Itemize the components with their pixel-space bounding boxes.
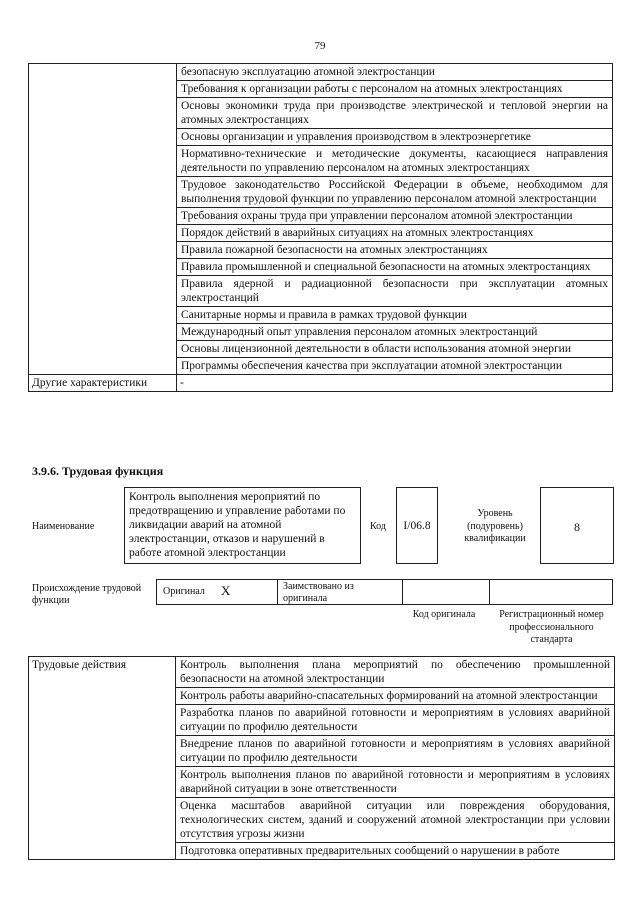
knowledge-item: Правила пожарной безопасности на атомных электростанциях bbox=[177, 242, 613, 259]
original-label: Оригинал bbox=[163, 586, 205, 597]
knowledge-table bbox=[28, 63, 613, 392]
knowledge-item: Нормативно-технические и методические документы, касающиеся направления деятельности по управлению персоналом на атомных электростанциях bbox=[177, 146, 613, 177]
knowledge-item: Трудовое законодательство Российской Федерации в объеме, необходимом для выполнения трудовой функции по управлению персоналом атомной электростанции bbox=[177, 177, 613, 208]
action-item: Оценка масштабов аварийной ситуации или повреждения оборудования, технологических систем, зданий и сооружений атомной электростанции при условии отсутствия угрозы жизни bbox=[176, 798, 615, 843]
section-heading: 3.9.6. Трудовая функция bbox=[32, 464, 164, 478]
knowledge-item: Основы организации и управления производством в электроэнергетике bbox=[177, 129, 613, 146]
table-row bbox=[29, 657, 615, 688]
action-item: Контроль работы аварийно-спасательных формирований на атомной электростанции bbox=[176, 688, 615, 705]
page-number: 79 bbox=[314, 40, 326, 52]
code-box: I/06.8 bbox=[396, 487, 438, 564]
knowledge-item: безопасную эксплуатацию атомной электростанции bbox=[177, 64, 613, 81]
action-item: Разработка планов по аварийной готовности и мероприятиям в условиях аварийной ситуации по профилю деятельности bbox=[176, 705, 615, 736]
borrowed-label: Заимствовано из оригинала bbox=[283, 581, 354, 604]
origin-row bbox=[156, 579, 613, 605]
origin-label: Происхождение трудовой функции bbox=[32, 583, 142, 606]
knowledge-label-cell bbox=[29, 64, 177, 375]
knowledge-item: Санитарные нормы и правила в рамках трудовой функции bbox=[177, 307, 613, 324]
knowledge-item: Правила ядерной и радиационной безопасности при эксплуатации атомных электростанций bbox=[177, 276, 613, 307]
knowledge-item: Основы экономики труда при производстве электрической и тепловой энергии на атомных электростанциях bbox=[177, 98, 613, 129]
table-row bbox=[29, 64, 613, 81]
actions-label: Трудовые действия bbox=[29, 657, 176, 860]
table-row bbox=[29, 375, 613, 392]
level-box: 8 bbox=[540, 487, 614, 564]
reg-number-label: Регистрационный номер профессионального стандарта bbox=[499, 609, 604, 645]
actions-table bbox=[28, 656, 615, 860]
knowledge-item: Международный опыт управления персоналом атомных электростанций bbox=[177, 324, 613, 341]
action-item: Внедрение планов по аварийной готовности и мероприятиям в условиях аварийной ситуации по профилю деятельности bbox=[176, 736, 615, 767]
code-original-label: Код оригинала bbox=[412, 609, 476, 620]
action-item: Контроль выполнения плана мероприятий по обеспечению промышленной безопасности на атомной электростанции bbox=[176, 657, 615, 688]
original-mark: X bbox=[221, 583, 231, 598]
level-label: Уровень (подуровень) квалификации bbox=[464, 508, 526, 544]
other-characteristics-value: - bbox=[177, 375, 613, 392]
action-item: Контроль выполнения планов по аварийной готовности и мероприятиям в условиях аварийной ситуации в зоне ответственности bbox=[176, 767, 615, 798]
function-name-box: Контроль выполнения мероприятий по предотвращению и управление работами по ликвидации аварий на атомной электростанции, отказов и нарушений в работе атомной электростанции bbox=[124, 487, 361, 564]
name-label: Наименование bbox=[32, 521, 95, 532]
code-label: Код bbox=[370, 521, 386, 532]
knowledge-item: Программы обеспечения качества при эксплуатации атомной электростанции bbox=[177, 358, 613, 375]
knowledge-item: Требования к организации работы с персоналом на атомных электростанциях bbox=[177, 81, 613, 98]
knowledge-item: Порядок действий в аварийных ситуациях на атомных электростанциях bbox=[177, 225, 613, 242]
other-characteristics-label: Другие характеристики bbox=[29, 375, 177, 392]
knowledge-item: Основы лицензионной деятельности в области использования атомной энергии bbox=[177, 341, 613, 358]
knowledge-item: Правила промышленной и специальной безопасности на атомных электростанциях bbox=[177, 259, 613, 276]
action-item: Подготовка оперативных предварительных сообщений о нарушении в работе bbox=[176, 843, 615, 860]
knowledge-item: Требования охраны труда при управлении персоналом атомной электростанции bbox=[177, 208, 613, 225]
